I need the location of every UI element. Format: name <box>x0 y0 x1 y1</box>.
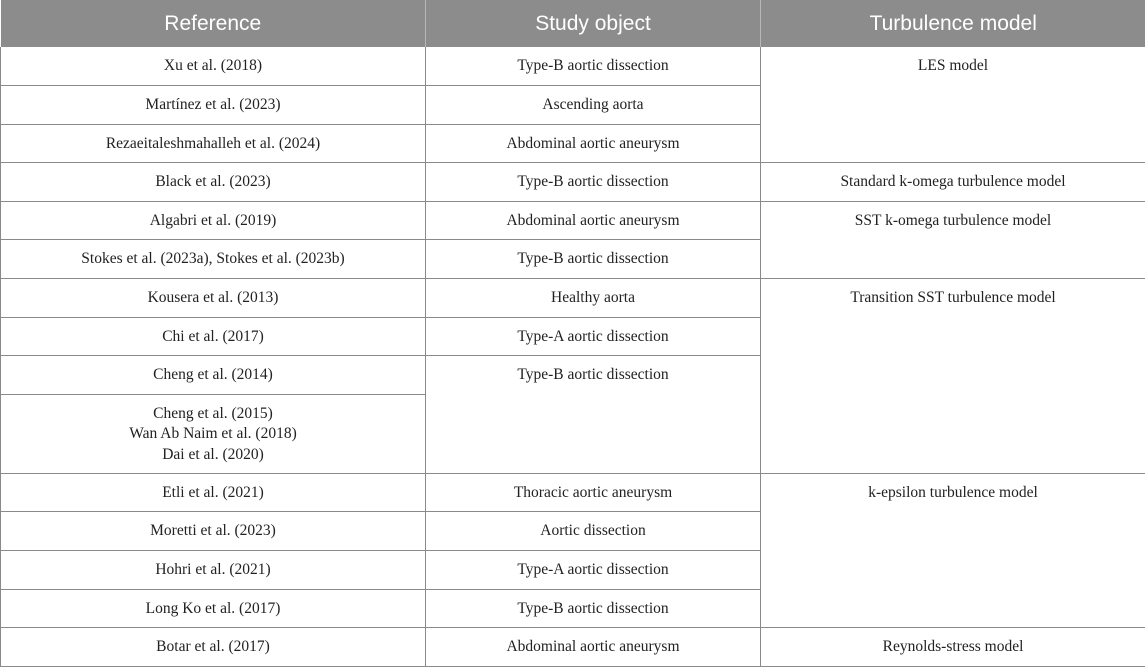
turbulence-model-cell: Transition SST turbulence model <box>761 279 1145 474</box>
reference-cell: Chi et al. (2017) <box>1 317 426 356</box>
turbulence-model-cell: Reynolds-stress model <box>761 628 1145 667</box>
study-object-cell: Type-B aortic dissection <box>426 240 761 279</box>
reference-cell: Botar et al. (2017) <box>1 628 426 667</box>
study-object-cell: Thoracic aortic aneurysm <box>426 473 761 512</box>
turbulence-model-cell: LES model <box>761 47 1145 163</box>
reference-line: Wan Ab Naim et al. (2018) <box>129 425 297 443</box>
table-row <box>1 47 1145 86</box>
reference-cell: Hohri et al. (2021) <box>1 551 426 590</box>
turbulence-model-cell: k-epsilon turbulence model <box>761 473 1145 627</box>
turbulence-model-cell: SST k-omega turbulence model <box>761 201 1145 278</box>
reference-line: Cheng et al. (2015) <box>153 404 273 422</box>
table-header <box>1 0 1145 47</box>
table-body <box>1 47 1145 667</box>
reference-cell: Cheng et al. (2014) <box>1 356 426 395</box>
study-object-cell: Type-B aortic dissection <box>426 356 761 474</box>
table-row <box>1 201 1145 240</box>
reference-line: Dai et al. (2020) <box>162 445 264 463</box>
header-study-object: Study object <box>426 0 761 47</box>
study-object-cell: Type-A aortic dissection <box>426 551 761 590</box>
reference-cell: Martínez et al. (2023) <box>1 86 426 125</box>
table-row <box>1 163 1145 202</box>
study-object-cell: Healthy aorta <box>426 279 761 318</box>
study-object-cell: Type-A aortic dissection <box>426 317 761 356</box>
reference-cell: Stokes et al. (2023a), Stokes et al. (2023b) <box>1 240 426 279</box>
reference-cell: Etli et al. (2021) <box>1 473 426 512</box>
study-object-cell: Aortic dissection <box>426 512 761 551</box>
study-object-cell: Ascending aorta <box>426 86 761 125</box>
study-object-cell: Type-B aortic dissection <box>426 47 761 86</box>
table-row <box>1 473 1145 512</box>
table-row <box>1 628 1145 667</box>
table-row <box>1 279 1145 318</box>
reference-cell: Algabri et al. (2019) <box>1 201 426 240</box>
study-object-cell: Abdominal aortic aneurysm <box>426 124 761 163</box>
study-object-cell: Type-B aortic dissection <box>426 589 761 628</box>
reference-cell: Kousera et al. (2013) <box>1 279 426 318</box>
reference-cell: Rezaeitaleshmahalleh et al. (2024) <box>1 124 426 163</box>
reference-cell <box>1 394 426 473</box>
header-turbulence-model: Turbulence model <box>761 0 1145 47</box>
reference-cell: Black et al. (2023) <box>1 163 426 202</box>
study-object-cell: Type-B aortic dissection <box>426 163 761 202</box>
header-row <box>1 0 1145 47</box>
study-object-cell: Abdominal aortic aneurysm <box>426 628 761 667</box>
header-reference: Reference <box>1 0 426 47</box>
reference-cell: Long Ko et al. (2017) <box>1 589 426 628</box>
reference-cell: Moretti et al. (2023) <box>1 512 426 551</box>
turbulence-model-cell: Standard k-omega turbulence model <box>761 163 1145 202</box>
reference-cell: Xu et al. (2018) <box>1 47 426 86</box>
study-object-cell: Abdominal aortic aneurysm <box>426 201 761 240</box>
